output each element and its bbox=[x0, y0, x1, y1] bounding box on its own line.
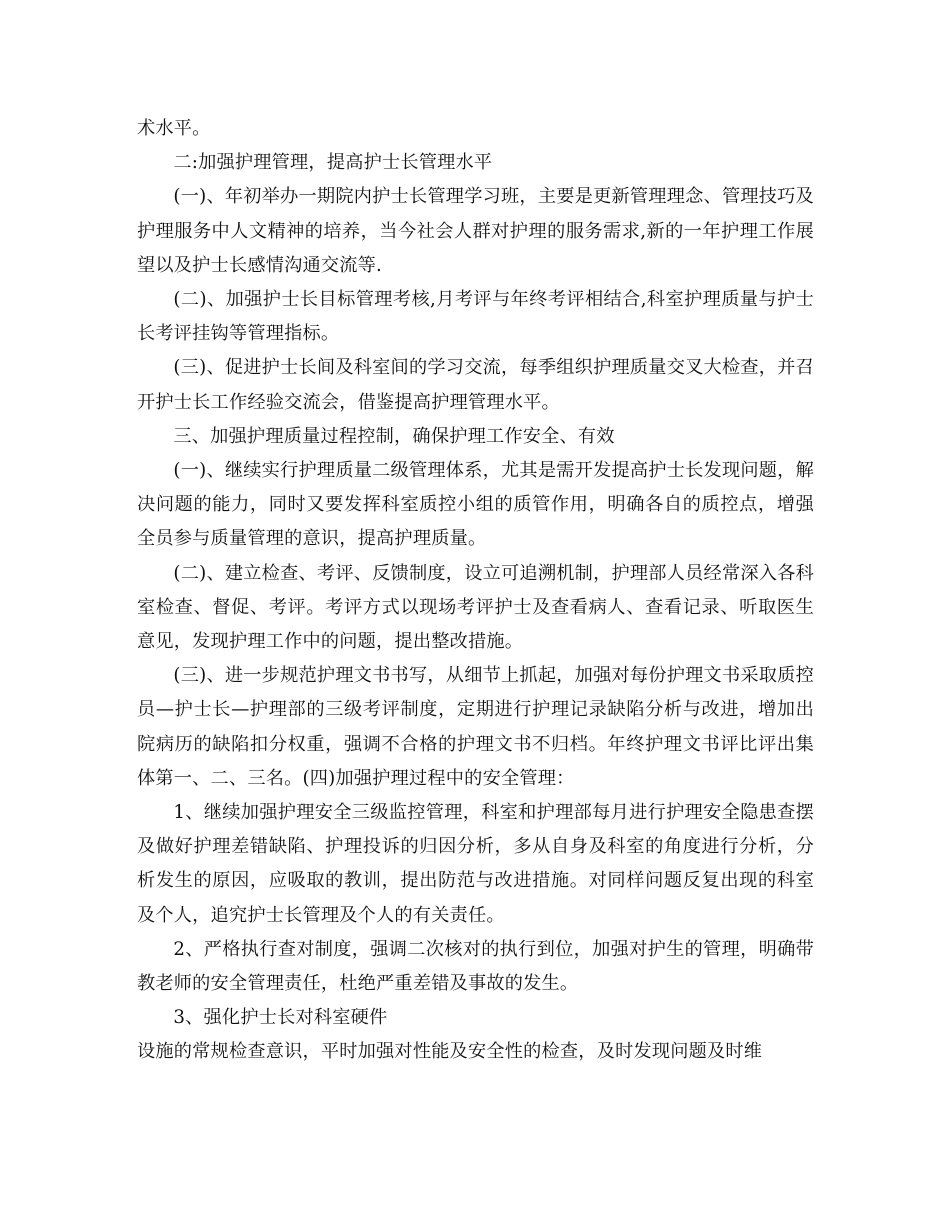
paragraph-9: (三)、进一步规范护理文书书写，从细节上抓起，加强对每份护理文书采取质控员—护士长—护理部的三级考评制度，定期进行护理记录缺陷分析与改进，增加出院病历的缺陷扣分权重，强调不合格的护理文书不归档。年终护理文书评比评出集体第一、二、三名。(四)加强护理过程中的安全管理： bbox=[137, 665, 814, 789]
paragraph-4: (二)、加强护士长目标管理考核,月考评与年终考评相结合,科室护理质量与护士长考评挂钩等管理指标。 bbox=[137, 289, 814, 345]
paragraph-1: 术水平。 bbox=[137, 118, 211, 139]
paragraph-8: (二)、建立检查、考评、反馈制度，设立可追溯机制，护理部人员经常深入各科室检查、督促、考评。考评方式以现场考评护士及查看病人、查看记录、听取医生意见，发现护理工作中的问题，提出整改措施。 bbox=[137, 562, 814, 653]
paragraph-12: 3、强化护士长对科室硬件 bbox=[173, 1007, 388, 1029]
paragraph-6-heading: 三、加强护理质量过程控制，确保护理工作安全、有效 bbox=[173, 425, 615, 447]
paragraph-7: (一)、继续实行护理质量二级管理体系，尤其是需开发提高护士长发现问题，解决问题的能力，同时又要发挥科室质控小组的质管作用，明确各自的质控点，增强全员参与质量管理的意识，提高护理质量。 bbox=[137, 460, 814, 550]
paragraph-13: 设施的常规检查意识，平时加强对性能及安全性的检查，及时发现问题及时维 bbox=[137, 1041, 763, 1063]
paragraph-10: 1、继续加强护理安全三级监控管理，科室和护理部每月进行护理安全隐患查摆及做好护理差错缺陷、护理投诉的归因分析，多从自身及科室的角度进行分析，分析发生的原因，应吸取的教训，提出防范与改进措施。对同样问题反复出现的科室及个人，追究护士长管理及个人的有关责任。 bbox=[137, 802, 814, 926]
paragraph-3: (一)、年初举办一期院内护士长管理学习班，主要是更新管理理念、管理技巧及护理服务中人文精神的培养，当今社会人群对护理的服务需求,新的一年护理工作展望以及护士长感情沟通交流等. bbox=[137, 186, 814, 276]
paragraph-5: (三)、促进护士长间及科室间的学习交流，每季组织护理质量交叉大检查，并召开护士长工作经验交流会，借鉴提高护理管理水平。 bbox=[137, 357, 814, 413]
paragraph-2-heading: 二:加强护理管理，提高护士长管理水平 bbox=[173, 152, 493, 174]
paragraph-11: 2、严格执行查对制度，强调二次核对的执行到位，加强对护生的管理，明确带教老师的安全管理责任，杜绝严重差错及事故的发生。 bbox=[137, 938, 814, 995]
document-body bbox=[137, 112, 814, 1070]
